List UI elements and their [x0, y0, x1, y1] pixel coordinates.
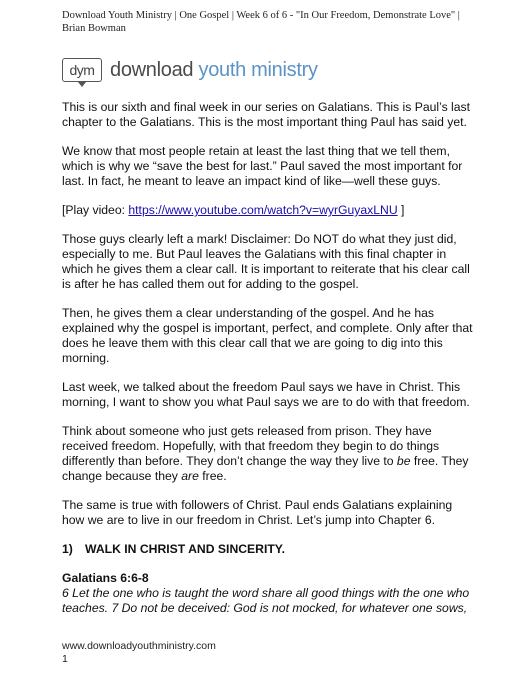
paragraph-freedom: Last week, we talked about the freedom Paul says we have in Christ. This morning, I want to show you what Paul says we are to do with that freedom.: [62, 380, 470, 409]
page-number: 1: [62, 653, 68, 665]
running-header: Download Youth Ministry | One Gospel | Week 6 of 6 - "In Our Freedom, Demonstrate Love" | Brian Bowman: [62, 10, 460, 34]
video-suffix: ]: [397, 203, 405, 217]
heading-number: 1): [62, 542, 73, 556]
paragraph-followers: The same is true with followers of Christ. Paul ends Galatians explaining how we are to live in our freedom in Christ. Let’s jump into Chapter 6.: [62, 498, 453, 527]
paragraph-gospel: Then, he gives them a clear understanding of the gospel. And he has explained why the gospel is important, perfect, and complete. Only after that does he leave them with this clear call that we are going to dig into this morning.: [62, 306, 473, 365]
document-body: [62, 100, 474, 616]
emphasis-be: be: [396, 454, 411, 468]
video-prefix: [Play video:: [62, 203, 129, 217]
dym-logo-wordmark: [110, 59, 318, 82]
logo-word-download: download: [110, 58, 194, 81]
paragraph-prison: [62, 424, 474, 484]
paragraph-disclaimer: Those guys clearly left a mark! Disclaimer: Do NOT do what they just did, especially to me. But Paul leaves the Galatians with this final chapter in which he gives them a clear call. It is important to reiterate that his clear call is after he has called them out for adding to the gospel.: [62, 232, 470, 291]
scripture-text: 6 Let the one who is taught the word share all good things with the one who teaches. 7 Do not be deceived: God is not mocked, for whatever one sows,: [62, 586, 470, 615]
prison-text-b: free. They change because they: [62, 454, 469, 483]
emphasis-are: are: [181, 469, 199, 483]
heading-text: WALK IN CHRIST AND SINCERITY.: [85, 542, 285, 556]
video-link[interactable]: https://www.youtube.com/watch?v=wyrGuyaxLNU: [128, 203, 398, 217]
footer-site: www.downloadyouthministry.com: [62, 640, 216, 652]
paragraph-play-video: [62, 203, 474, 218]
page-footer: [62, 640, 216, 666]
logo-word-youth-ministry: youth ministry: [198, 58, 318, 81]
prison-text-c: free.: [198, 469, 227, 483]
paragraph-best-for-last: We know that most people retain at least the last thing that we tell them, which is why we “save the best for last.” Paul saved the most important for last. In fact, he meant to leave an impact kind of like—well these guys.: [62, 144, 463, 188]
prison-text-a: Think about someone who just gets released from prison. They have received freedom. Hopefully, with that freedom they begin to do things differently than before. They don’t change the way they live to: [62, 424, 440, 468]
scripture-reference: Galatians 6:6-8: [62, 571, 149, 585]
dym-logo: [62, 58, 318, 82]
section-heading: [62, 542, 474, 557]
paragraph-intro: This is our sixth and final week in our series on Galatians. This is Paul’s last chapter to the Galatians. This is the most important thing Paul has said yet.: [62, 100, 471, 129]
dym-logo-mark: dym: [62, 58, 102, 82]
